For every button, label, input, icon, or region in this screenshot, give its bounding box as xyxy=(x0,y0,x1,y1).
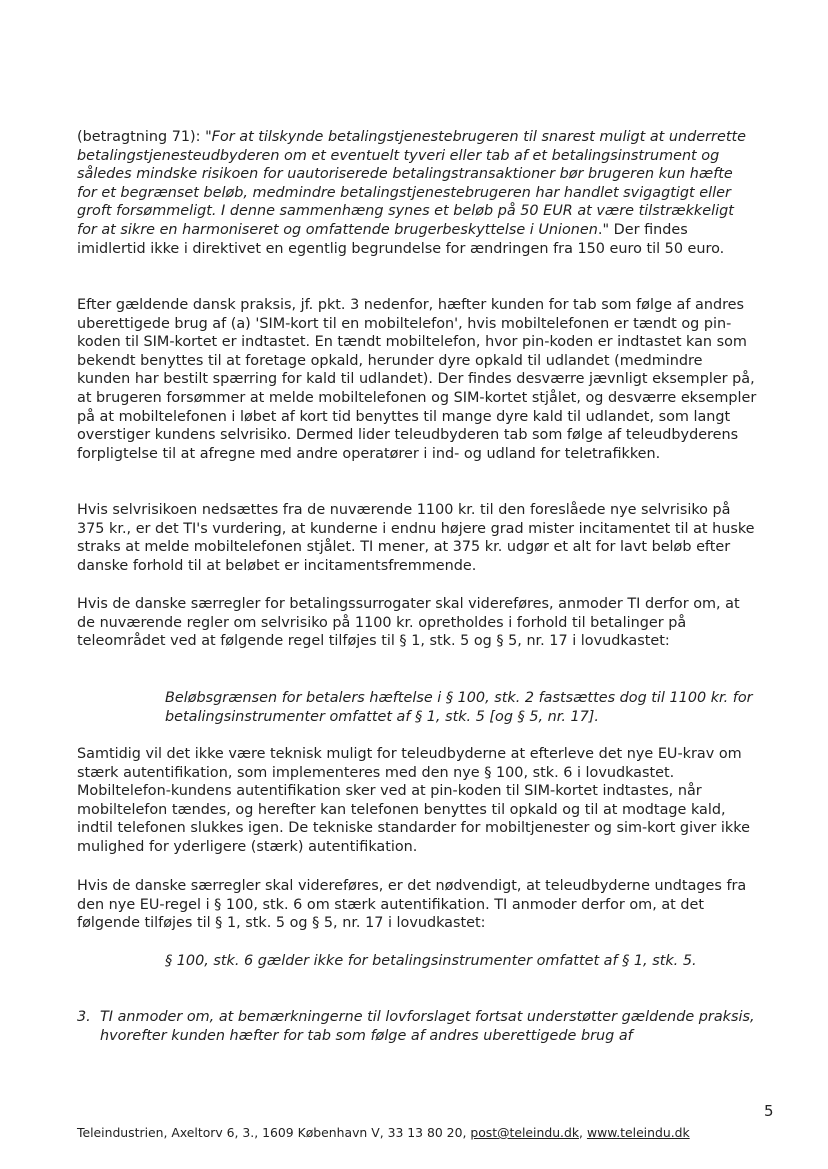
item-number: 3. xyxy=(77,1009,91,1025)
paragraph-tail: ." Der findes imidlertid ikke i direktivet en egentlig begrundelse for ændringen fra 150 euro til 50 euro. xyxy=(77,221,725,257)
paragraph-lead: (betragtning 71): xyxy=(77,129,206,145)
footer-address: Teleindustrien, Axeltorv 6, 3., 1609 København V, 33 13 80 20, xyxy=(77,1125,471,1140)
paragraph-authentication: Samtidig vil det ikke være teknisk muligt for teleudbyderne at efterleve det nye EU-krav om stærk autentifikation, som implementeres med den nye § 100, stk. 6 i lovudkastet. Mobiltelefon-kundens autentifikation sker ved at pin-koden til SIM-kortet indtastes, når mobiltelefon tændes, og herefter kan telefonen benyttes til opkald og til at modtage kald, indtil telefonen slukkes igen. De tekniske standarder for mobiltjenester og sim-kort giver ikke mulighed for yderligere (stærk) autentifikation. xyxy=(77,746,750,855)
page-number: 5 xyxy=(764,1102,774,1120)
footer-web-link[interactable]: www.teleindu.dk xyxy=(586,1125,690,1140)
proposed-rule-2: § 100, stk. 6 gælder ikke for betalingsinstrumenter omfattet af § 1, stk. 5. xyxy=(165,953,697,969)
paragraph-betragtning xyxy=(77,128,757,258)
directive-quote: "For at tilskynde betalingstjenestebrugeren til snarest muligt at underrette betalingstjenesteudbyderen om et eventuelt tyveri eller tab af et betalingsinstrument og således mindske risikoen for uautoriserede betalingstransaktioner bør brugeren kun hæfte for et begrænset beløb, medmindre betalingstjenestebrugeren har handlet svigagtigt eller groft forsømmeligt. I denne sammenhæng synes et beløb på 50 EUR at være tilstrækkeligt for at sikre en harmoniseret og omfattende brugerbeskyttelse i Unionen xyxy=(77,129,746,238)
footer-email-link[interactable]: post@teleindu.dk xyxy=(470,1125,580,1140)
paragraph-request-1100: Hvis de danske særregler for betalingssurrogater skal videreføres, anmoder TI derfor om, at de nuværende regler om selvrisiko på 1100 kr. opretholdes i forhold til betalinger på teleområdet ved at følgende regel tilføjes til § 1, stk. 5 og § 5, nr. 17 i lovudkastet: xyxy=(77,596,740,650)
footer-separator: , xyxy=(579,1125,587,1140)
numbered-item-3 xyxy=(77,1008,757,1045)
paragraph-exemption: Hvis de danske særregler skal videreføres, er det nødvendigt, at teleudbyderne undtages fra den nye EU-regel i § 100, stk. 6 om stærk autentifikation. TI anmoder derfor om, at det følgende tilføjes til § 1, stk. 5 og § 5, nr. 17 i lovudkastet: xyxy=(77,878,747,932)
footer xyxy=(77,1125,690,1141)
paragraph-danish-practice: Efter gældende dansk praksis, jf. pkt. 3 nedenfor, hæfter kunden for tab som følge af andres uberettigede brug af (a) 'SIM-kort til en mobiltelefon', hvis mobiltelefonen er tændt og pin-koden til SIM-kortet er indtastet. En tændt mobiltelefon, hvor pin-koden er indtastet kan som bekendt benyttes til at foretage opkald, herunder dyre opkald til udlandet (medmindre kunden har bestilt spærring for kald til udlandet). Der findes desværre jævnligt eksempler på, at brugeren forsømmer at melde mobiltelefonen og SIM-kortet stjålet, og desværre eksempler på at mobiltelefonen i løbet af kort tid benyttes til mange dyre kald til udlandet, som langt overstiger kundens selvrisiko. Dermed lider teleudbyderen tab som følge af teleudbyderens forpligtelse til at afregne med andre operatører i ind- og udland for teletrafikken. xyxy=(77,297,757,462)
proposed-rule-1: Beløbsgrænsen for betalers hæftelse i § 100, stk. 2 fastsættes dog til 1100 kr. for betalingsinstrumenter omfattet af § 1, stk. 5 [og § 5, nr. 17]. xyxy=(165,690,753,725)
item-text: TI anmoder om, at bemærkningerne til lovforslaget fortsat understøtter gældende praksis, hvorefter kunden hæfter for tab som følge af andres uberettigede brug af xyxy=(100,1009,755,1044)
paragraph-selvrisiko: Hvis selvrisikoen nedsættes fra de nuværende 1100 kr. til den foreslåede nye selvrisiko på 375 kr., er det TI's vurdering, at kunderne i endnu højere grad mister incitamentet til at huske straks at melde mobiltelefonen stjålet. TI mener, at 375 kr. udgør et alt for lavt beløb efter danske forhold til at beløbet er incitamentsfremmende. xyxy=(77,502,755,574)
